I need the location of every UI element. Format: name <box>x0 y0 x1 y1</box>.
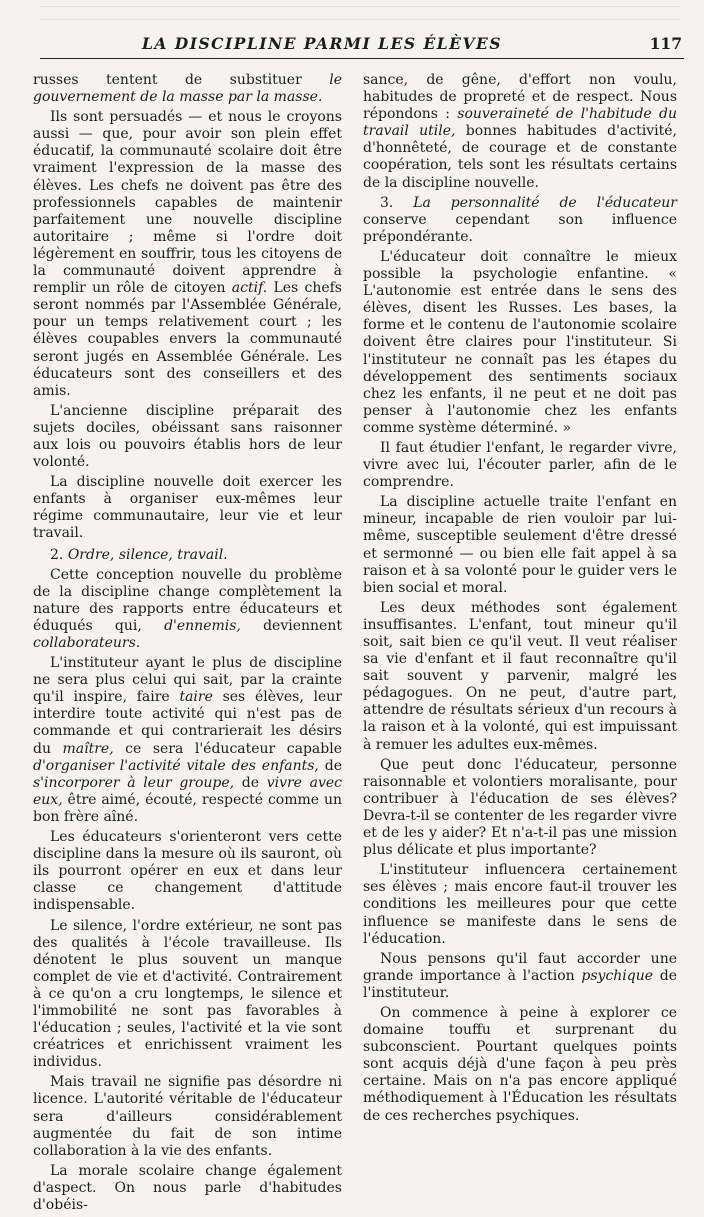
paragraph <box>363 249 677 437</box>
text-run: Mais travail ne signifie pas désordre ni licence. L'autorité véritable de l'éducateur sera d'ailleurs considérablement augmentée du fait de son intime collaboration à la vie des enfants. <box>33 1074 342 1159</box>
paragraph <box>33 655 342 826</box>
text-run: L'ancienne discipline préparait des sujets dociles, obéissant sans raisonner aux lois ou pouvoirs établis hors de leur volonté. <box>33 402 342 471</box>
left-column <box>33 72 342 1217</box>
text-run: Les éducateurs s'orienteront vers cette discipline dans la mesure où ils sauront, où ils pourront opérer en eux et dans leur classe ce changement d'attitude indispensable. <box>33 829 342 914</box>
text-run: ses élèves, leur interdire toute activité qui n'est pas de commande et qui contrarierait les désirs du <box>33 689 342 757</box>
text-run: L'instituteur ayant le plus de discipline ne sera plus celui qui sait, par la crainte qu'il inspire, faire <box>33 655 342 706</box>
paragraph <box>33 829 342 914</box>
running-title: LA DISCIPLINE PARMI LES ÉLÈVES <box>141 34 503 53</box>
text-run: de l'instituteur. <box>363 967 677 1001</box>
text-run: La discipline actuelle traite l'enfant en mineur, incapable de rien vouloir par lui-même, susceptible seulement d'être dressé et sermonné — ou bien elle fait appel à sa raison et à sa volonté pour le guider vers le bien social et moral. <box>363 494 677 596</box>
paragraph <box>33 72 342 106</box>
italic-text: d'ennemis, <box>164 617 241 634</box>
paragraph <box>33 403 342 471</box>
text-run: Les chefs seront nommés par l'Assemblée Générale, pour un temps relativement court ; les élèves coupables envers la communauté seront jugés en Assemblée Générale. Les éducateurs sont des conseillers et des amis. <box>33 280 342 399</box>
paragraph <box>33 567 342 652</box>
text-run: On commence à peine à explorer ce domaine touffu et surprenant du subconscient. Pourtant quelques points sont acquis déjà d'une façon à peu près certaine. Mais on n'a pas encore appliqué méthodiquement à l'Éducation les résultats de ces recherches psychiques. <box>363 1004 677 1124</box>
paragraph <box>363 440 677 491</box>
text-run: Ils sont persuadés — et nous le croyons aussi — que, pour avoir son plein effet éducatif, la communauté scolaire doit être vraiment l'expression de la masse des élèves. Les chefs ne doivent pas être des professionnels capables de maintenir parfaitement une nouvelle discipline autoritaire ; même si l'ordre doit légèrement en souffrir, tous les citoyens de la communauté doivent apprendre à remplir un rôle de citoyen <box>33 109 342 297</box>
text-run: Que peut donc l'éducateur, personne raisonnable et volontiers moralisante, pour contribuer à l'éducation de ses élèves? Devra-t-il se contenter de les regarder vivre et de les y aider? Et n'a-t-il pas une mission plus délicate et plus importante? <box>363 756 677 859</box>
page-number: 117 <box>649 34 682 53</box>
text-run: bonnes habitudes d'activité, d'honnêteté, de courage et de constante coopération, tels sont les résultats certains de la discipline nouvelle. <box>363 123 677 191</box>
paragraph <box>363 600 677 754</box>
text-run: Cette conception nouvelle du problème de la discipline change complètement la nature des rapports entre éducateurs et éduqués qui, <box>33 566 342 634</box>
text-run: La morale scolaire change également d'aspect. On nous parle d'habitudes d'obéis- <box>33 1162 342 1213</box>
bleed-through-text <box>40 0 680 28</box>
text-run: deviennent <box>240 617 342 634</box>
italic-text: psychique <box>581 967 654 984</box>
paragraph <box>33 1074 342 1159</box>
paragraph <box>33 474 342 542</box>
paragraph <box>363 757 677 860</box>
italic-text: maître, <box>62 740 114 757</box>
italic-text: s'incorporer à leur groupe, <box>33 774 235 791</box>
italic-text: le gouvernement de la masse par la masse. <box>33 72 342 106</box>
italic-text: Ordre, silence, travail. <box>67 546 228 563</box>
text-run: 3. <box>380 194 414 211</box>
text-run: L'éducateur doit connaître le mieux possible la psychologie enfantine. « L'autonomie est entrée dans le sens des élèves, disent les Russes. Les bases, la forme et le contenu de l'autonomie scolaire doivent être claires pour l'instituteur. Si l'instituteur ne connaît pas les étapes du développement des sentiments sociaux chez les enfants, il ne peut et ne doit pas penser à l'autonomie chez les enfants comme système déterminé. » <box>363 248 677 436</box>
page-header <box>40 30 684 59</box>
italic-text: souveraineté de l'habitude du travail utile, <box>363 106 677 140</box>
text-run: Nous pensons qu'il faut accorder une grande importance à l'action <box>363 950 677 984</box>
text-run: de <box>234 774 267 791</box>
text-run: Il faut étudier l'enfant, le regarder vivre, vivre avec lui, l'écouter parler, afin de le comprendre. <box>363 439 677 491</box>
right-column <box>363 72 677 1128</box>
text-run: être aimé, écouté, respecté comme un bon frère aîné. <box>33 791 342 825</box>
paragraph <box>33 109 342 400</box>
text-run: ce sera l'éducateur capable <box>113 740 342 757</box>
paragraph <box>33 1163 342 1214</box>
italic-text: vivre avec eux, <box>33 774 342 808</box>
italic-text: d'organiser l'activité vitale des enfants, <box>33 757 319 774</box>
italic-text: actif. <box>231 280 268 297</box>
paragraph <box>363 494 677 597</box>
text-run: sance, de gêne, d'effort non voulu, habitudes de propreté et de respect. Nous répondons : <box>363 72 677 123</box>
italic-text: collaborateurs. <box>33 635 141 651</box>
italic-text: taire <box>179 689 213 706</box>
paragraph <box>33 547 342 564</box>
text-run: L'instituteur influencera certainement ses élèves ; mais encore faut-il trouver les conditions les meilleures pour que cette influence se manifeste dans le sens de l'éducation. <box>363 862 677 947</box>
paragraph <box>363 951 677 1002</box>
text-run: de <box>318 757 342 774</box>
text-run: Le silence, l'ordre extérieur, ne sont pas des qualités à l'école travailleuse. Ils dénotent le plus souvent un manque complet de vie et d'activité. Contrairement à ce qu'on a cru longtemps, le silence et l'immobilité ne sont pas favorables à l'éducation ; seules, l'activité et la vie sont créatrices et enrichissent vraiment les individus. <box>33 917 342 1071</box>
italic-text: La personnalité de l'éducateur <box>413 194 677 211</box>
text-run: russes tentent de substituer <box>33 72 330 88</box>
paragraph <box>363 72 677 192</box>
text-run: conserve cependant son influence prépondérante. <box>363 211 677 245</box>
text-run: La discipline nouvelle doit exercer les enfants à organiser eux-mêmes leur régime communautaire, leur vie et leur travail. <box>33 474 342 542</box>
paragraph <box>33 918 342 1072</box>
paragraph <box>363 862 677 947</box>
paragraph <box>363 1005 677 1125</box>
text-run: 2. <box>50 546 68 563</box>
text-run: Les deux méthodes sont également insuffisantes. L'enfant, tout mineur qu'il soit, sait bien ce qu'il veut. Il veut réaliser sa vie d'enfant et il faut reconnaître qu'il sait souvent y parvenir, malgré les pédagogues. On ne peut, d'autre part, attendre de résultats sérieux d'un recours à la raison et à la volonté, qui est impuissant à remuer les adultes eux-mêmes. <box>363 599 677 753</box>
paragraph <box>363 195 677 246</box>
